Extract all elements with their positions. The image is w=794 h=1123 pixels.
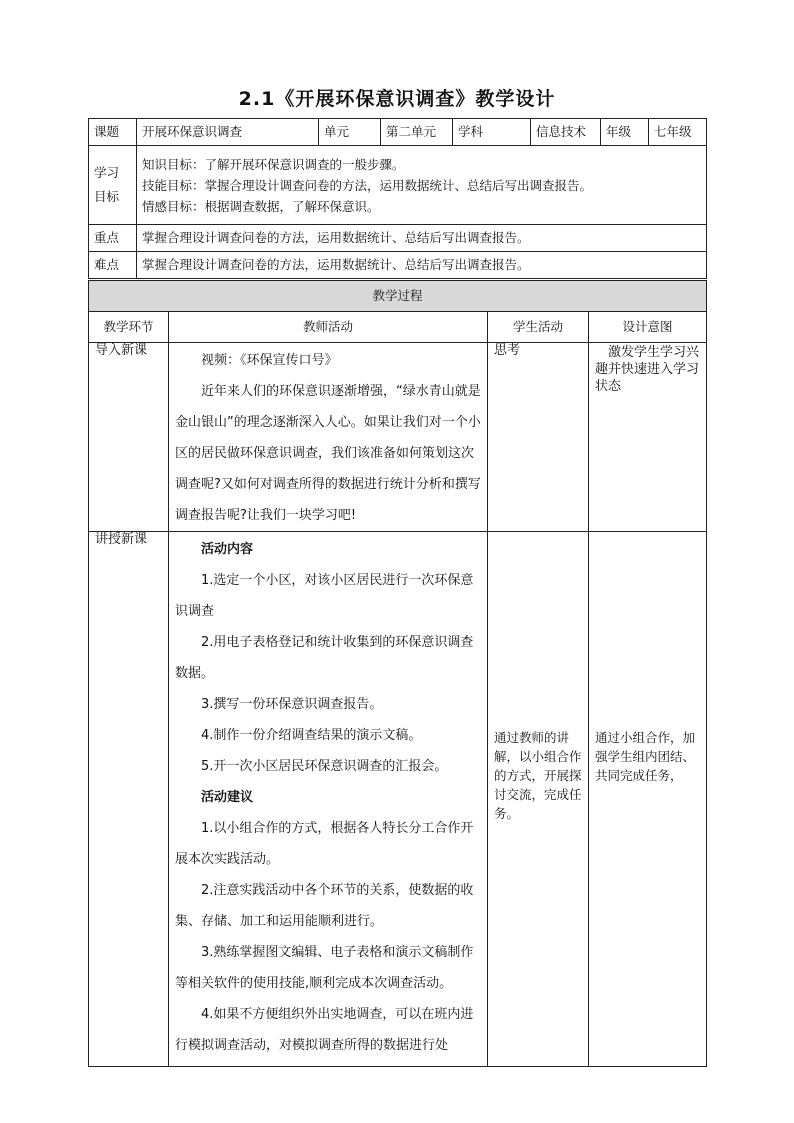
header-student: 学生活动 [488, 312, 589, 343]
grade-value: 七年级 [649, 119, 707, 146]
process-table [88, 280, 707, 1067]
header-purpose: 设计意图 [589, 312, 707, 343]
subject-value: 信息技术 [531, 119, 601, 146]
difficulty-label: 难点 [89, 252, 137, 279]
grade-label: 年级 [601, 119, 649, 146]
content-item-2: 2.用电子表格登记和统计收集到的环保意识调查数据。 [175, 635, 474, 681]
process-band-row [89, 281, 707, 312]
unit-label: 单元 [319, 119, 381, 146]
goal-skill: 技能目标：掌握合理设计调查问卷的方法，运用数据统计、总结后写出调查报告。 [142, 177, 593, 193]
info-row-topic [89, 119, 707, 146]
advice-item-1: 1.以小组合作的方式，根据各人特长分工合作开展本次实践活动。 [175, 821, 474, 867]
header-teacher: 教师活动 [169, 312, 488, 343]
header-stage: 教学环节 [89, 312, 169, 343]
teach-purpose-text: 通过小组合作，加强学生组内团结、共同完成任务， [595, 730, 696, 783]
teach-student-text: 通过教师的讲解，以小组合作的方式，开展探讨交流，完成任务。 [494, 730, 582, 821]
content-heading: 活动内容 [201, 542, 254, 557]
advice-item-2: 2.注意实践活动中各个环节的关系，使数据的收集、存储、加工和运用能顺利进行。 [175, 883, 474, 929]
advice-item-4: 4.如果不方便组织外出实地调查，可以在班内进行模拟调查活动，对模拟调查所得的数据进行处 [175, 1007, 474, 1053]
intro-student: 思考 [488, 343, 589, 532]
goals-list [137, 146, 707, 225]
process-band: 教学过程 [89, 281, 707, 312]
teach-stage: 讲授新课 [89, 532, 169, 1067]
process-header-row [89, 312, 707, 343]
goals-label [89, 146, 137, 225]
process-row-intro [89, 343, 707, 532]
info-table [88, 118, 707, 279]
content-item-1: 1.选定一个小区，对该小区居民进行一次环保意识调查 [175, 573, 474, 619]
intro-paragraph: 近年来人们的环保意识逐渐增强，“绿水青山就是金山银山”的理念逐渐深入人心。如果让我们对一个小区的居民做环保意识调查，我们该准备如何策划这次调查呢?又如何对调查所得的数据进行统计分析和撰写调查报告呢?让我们一块学习吧! [175, 384, 481, 523]
difficulty-value: 掌握合理设计调查问卷的方法，运用数据统计、总结后写出调查报告。 [137, 252, 707, 279]
content-item-5: 5.开一次小区居民环保意识调查的汇报会。 [201, 759, 448, 774]
advice-heading: 活动建议 [201, 790, 254, 805]
process-row-teach [89, 532, 707, 1067]
info-row-goals [89, 146, 707, 225]
key-label: 重点 [89, 225, 137, 252]
page-title: 2.1《开展环保意识调查》教学设计 [238, 88, 556, 110]
intro-teacher [169, 343, 488, 532]
intro-purpose: 激发学生学习兴趣并快速进入学习状态 [589, 343, 707, 532]
subject-label: 学科 [453, 119, 531, 146]
teach-student [488, 532, 589, 1067]
intro-stage: 导入新课 [89, 343, 169, 532]
content-item-3: 3.撰写一份环保意识调查报告。 [201, 697, 383, 712]
intro-video: 视频：《环保宣传口号》 [201, 353, 338, 368]
topic-value: 开展环保意识调查 [137, 119, 319, 146]
key-value: 掌握合理设计调查问卷的方法，运用数据统计、总结后写出调查报告。 [137, 225, 707, 252]
info-row-key [89, 225, 707, 252]
goals-label-text: 学习目标 [94, 165, 120, 204]
goal-emotion: 情感目标：根据调查数据，了解环保意识。 [142, 198, 380, 214]
goal-knowledge: 知识目标：了解开展环保意识调查的一般步骤。 [142, 156, 405, 172]
info-row-difficulty [89, 252, 707, 279]
teach-purpose [589, 532, 707, 1067]
advice-item-3: 3.熟练掌握图文编辑、电子表格和演示文稿制作等相关软件的使用技能,顺利完成本次调查活动。 [175, 945, 474, 991]
content-item-4: 4.制作一份介绍调查结果的演示文稿。 [201, 728, 422, 743]
topic-label: 课题 [89, 119, 137, 146]
unit-value: 第二单元 [381, 119, 453, 146]
teach-teacher [169, 532, 488, 1067]
